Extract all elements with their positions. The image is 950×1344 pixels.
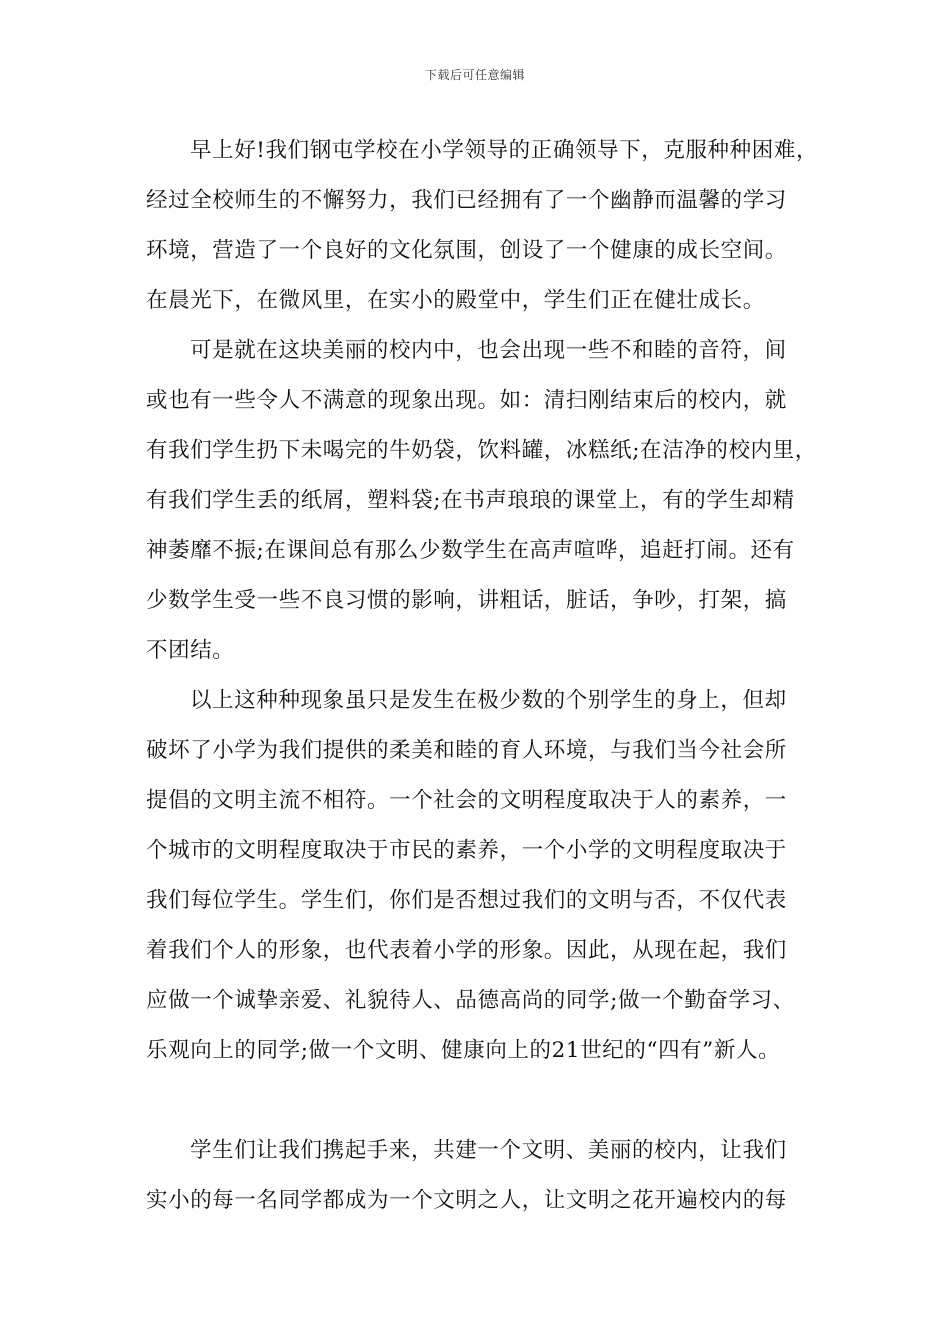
paragraph-line: 经过全校师生的不懈努力，我们已经拥有了一个幽静而温馨的学习	[146, 188, 787, 213]
paragraph-line: 实小的每一名同学都成为一个文明之人，让文明之花开遍校内的每	[146, 1188, 787, 1213]
paragraph-2	[146, 330, 836, 680]
paragraph-line: 有我们学生扔下未喝完的牛奶袋，饮料罐，冰糕纸;在洁净的校内里，	[146, 438, 817, 463]
paragraph-line: 有我们学生丢的纸屑，塑料袋;在书声琅琅的课堂上，有的学生却精	[146, 488, 795, 513]
paragraph-1	[146, 130, 836, 330]
paragraph-line: 乐观向上的同学;做一个文明、健康向上的21世纪的“四有”新人。	[146, 1038, 781, 1063]
document-body	[146, 130, 836, 1230]
paragraph-line: 提倡的文明主流不相符。一个社会的文明程度取决于人的素养，一	[146, 788, 787, 813]
paragraph-line: 以上这种种现象虽只是发生在极少数的个别学生的身上，但却	[190, 688, 787, 713]
paragraph-3	[146, 680, 836, 1080]
paragraph-line: 应做一个诚挚亲爱、礼貌待人、品德高尚的同学;做一个勤奋学习、	[146, 988, 795, 1013]
paragraph-line: 环境，营造了一个良好的文化氛围，创设了一个健康的成长空间。	[146, 238, 787, 263]
paragraph-line: 在晨光下，在微风里，在实小的殿堂中，学生们正在健壮成长。	[146, 288, 765, 313]
paragraph-line: 不团结。	[146, 638, 235, 663]
paragraph-line: 少数学生受一些不良习惯的影响，讲粗话，脏话，争吵，打架，搞	[146, 588, 787, 613]
paragraph-4	[146, 1130, 836, 1230]
page-header: 下载后可任意编辑	[424, 68, 525, 82]
paragraph-line: 或也有一些令人不满意的现象出现。如：清扫刚结束后的校内，就	[146, 388, 787, 413]
paragraph-line: 着我们个人的形象，也代表着小学的形象。因此，从现在起，我们	[146, 938, 787, 963]
paragraph-line: 神萎靡不振;在课间总有那么少数学生在高声喧哗，追赶打闹。还有	[146, 538, 795, 563]
paragraph-line: 我们每位学生。学生们，你们是否想过我们的文明与否，不仅代表	[146, 888, 787, 913]
paragraph-line: 早上好!我们钢屯学校在小学领导的正确领导下，克服种种困难，	[190, 138, 819, 163]
paragraph-line: 个城市的文明程度取决于市民的素养，一个小学的文明程度取决于	[146, 838, 787, 863]
paragraph-line: 学生们让我们携起手来，共建一个文明、美丽的校内，让我们	[190, 1138, 787, 1163]
paragraph-spacer	[146, 1080, 836, 1130]
paragraph-line: 破坏了小学为我们提供的柔美和睦的育人环境，与我们当今社会所	[146, 738, 787, 763]
paragraph-line: 可是就在这块美丽的校内中，也会出现一些不和睦的音符，间	[190, 338, 787, 363]
